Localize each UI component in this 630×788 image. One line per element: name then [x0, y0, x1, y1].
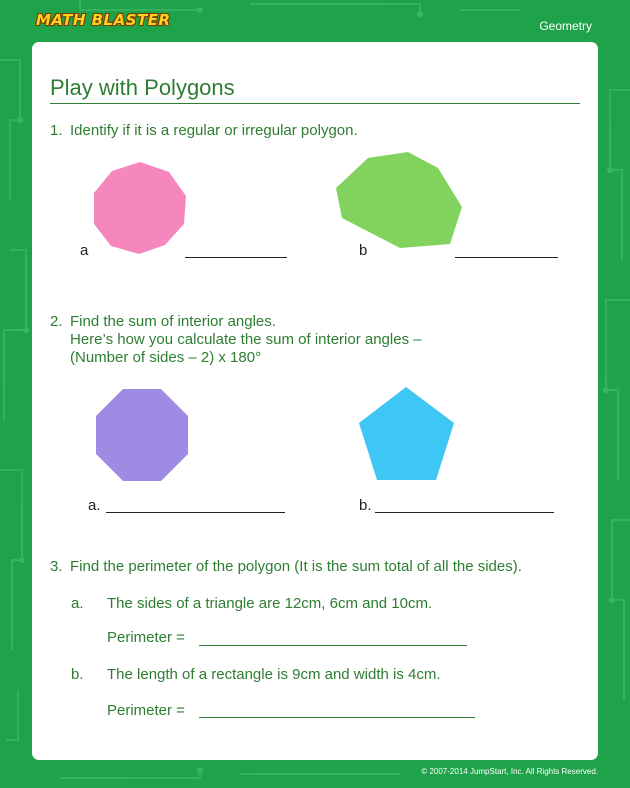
q1-text: Identify if it is a regular or irregular polygon. — [70, 122, 358, 139]
q2-line-3: (Number of sides – 2) x 180° — [70, 349, 262, 366]
q3-number: 3. — [50, 558, 63, 575]
q3b-text: The length of a rectangle is 9cm and width is 4cm. — [107, 666, 441, 683]
q3b-perimeter-label: Perimeter = — [107, 702, 185, 719]
q3a-perimeter-label: Perimeter = — [107, 629, 185, 646]
q2-line-2: Here’s how you calculate the sum of interior angles – — [70, 331, 422, 348]
pink-nonagon-shape — [90, 162, 190, 252]
q2-number: 2. — [50, 313, 63, 330]
page-title: Play with Polygons — [50, 75, 235, 100]
worksheet-card — [32, 42, 598, 760]
q2-label-b: b. — [359, 497, 372, 514]
title-divider — [50, 103, 580, 104]
q3-text: Find the perimeter of the polygon (It is the sum total of all the sides). — [70, 558, 522, 575]
q3a-marker: a. — [71, 595, 84, 612]
math-blaster-logo: MATH BLASTER — [36, 11, 171, 29]
q1-answer-b-line[interactable] — [455, 257, 558, 258]
purple-octagon-shape — [96, 389, 188, 481]
q1-answer-a-line[interactable] — [185, 257, 287, 258]
q1-label-a: a — [80, 242, 89, 259]
copyright-footer: © 2007-2014 JumpStart, Inc. All Rights Reserved. — [421, 767, 598, 776]
category-label: Geometry — [539, 19, 592, 33]
q2-answer-a-line[interactable] — [106, 512, 285, 513]
q1-number: 1. — [50, 122, 63, 139]
green-irregular-polygon-shape — [336, 152, 466, 252]
q2-answer-b-line[interactable] — [375, 512, 554, 513]
q3b-marker: b. — [71, 666, 84, 683]
q3b-answer-line[interactable] — [199, 717, 475, 718]
q3a-answer-line[interactable] — [199, 645, 467, 646]
q1-label-b: b — [359, 242, 368, 259]
q3a-text: The sides of a triangle are 12cm, 6cm and 10cm. — [107, 595, 433, 612]
q2-line-1: Find the sum of interior angles. — [70, 313, 276, 330]
blue-pentagon-shape — [359, 387, 454, 480]
q2-label-a: a. — [88, 497, 101, 514]
